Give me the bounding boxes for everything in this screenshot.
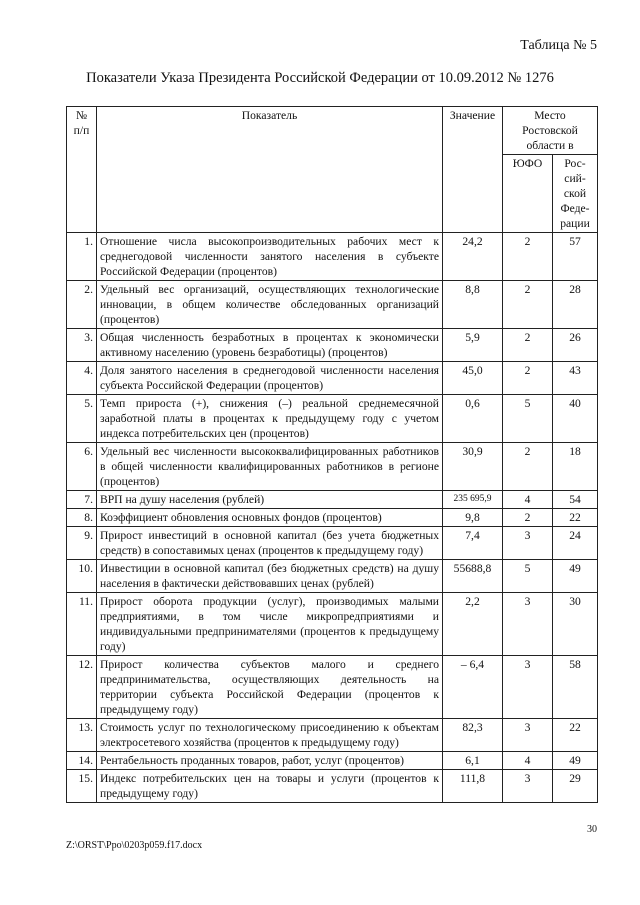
header-rf: Рос-сий-ской Феде-рации <box>553 155 598 233</box>
value-cell: 24,2 <box>443 233 503 281</box>
rf-rank-cell: 49 <box>553 752 598 770</box>
row-number-cell: 2. <box>67 281 97 329</box>
row-number-cell: 10. <box>67 560 97 593</box>
indicator-name-cell: Стоимость услуг по технологическому присоединению к объектам электросетевого хозяйства (процентов к предыдущему году) <box>97 719 443 752</box>
indicator-name-cell: ВРП на душу населения (рублей) <box>97 491 443 509</box>
row-number-cell: 14. <box>67 752 97 770</box>
file-path: Z:\ORST\Ppo\0203p059.f17.docx <box>66 840 203 851</box>
rf-rank-cell: 40 <box>553 395 598 443</box>
value-cell: 82,3 <box>443 719 503 752</box>
indicator-name-cell: Инвестиции в основной капитал (без бюджетных средств) на душу населения в фактически действовавших ценах (рублей) <box>97 560 443 593</box>
ufo-rank-cell: 3 <box>503 527 553 560</box>
row-number-cell: 1. <box>67 233 97 281</box>
table-row <box>67 527 598 560</box>
table-row <box>67 233 598 281</box>
rf-rank-cell: 24 <box>553 527 598 560</box>
rf-rank-cell: 22 <box>553 719 598 752</box>
table-row <box>67 770 598 803</box>
rf-rank-cell: 43 <box>553 362 598 395</box>
rf-rank-cell: 30 <box>553 593 598 656</box>
rf-rank-cell: 26 <box>553 329 598 362</box>
value-cell: 235 695,9 <box>443 491 503 509</box>
indicators-table <box>66 106 598 803</box>
rf-rank-cell: 22 <box>553 509 598 527</box>
rf-rank-cell: 29 <box>553 770 598 803</box>
ufo-rank-cell: 4 <box>503 752 553 770</box>
ufo-rank-cell: 5 <box>503 395 553 443</box>
value-cell: 0,6 <box>443 395 503 443</box>
value-cell: 6,1 <box>443 752 503 770</box>
rf-rank-cell: 28 <box>553 281 598 329</box>
rf-rank-cell: 57 <box>553 233 598 281</box>
indicator-name-cell: Удельный вес численности высококвалифицированных работников в общей численности квалифицированных работников в регионе (процентов) <box>97 443 443 491</box>
indicator-name-cell: Темп прироста (+), снижения (–) реальной среднемесячной заработной платы в процентах к предыдущему году с учетом индекса потребительских цен (процентов) <box>97 395 443 443</box>
row-number-cell: 3. <box>67 329 97 362</box>
indicator-name-cell: Прирост оборота продукции (услуг), производимых малыми предприятиями, в том числе микропредприятиями и индивидуальными предпринимателями (процентов к предыдущему году) <box>97 593 443 656</box>
value-cell: 45,0 <box>443 362 503 395</box>
header-value: Значение <box>443 107 503 233</box>
ufo-rank-cell: 2 <box>503 362 553 395</box>
value-cell: 5,9 <box>443 329 503 362</box>
row-number-cell: 5. <box>67 395 97 443</box>
value-cell: 111,8 <box>443 770 503 803</box>
row-number-cell: 15. <box>67 770 97 803</box>
indicator-name-cell: Индекс потребительских цен на товары и услуги (процентов к предыдущему году) <box>97 770 443 803</box>
indicator-name-cell: Удельный вес организаций, осуществляющих технологические инновации, в общем количестве обследованных организаций (процентов) <box>97 281 443 329</box>
table-row <box>67 395 598 443</box>
row-number-cell: 11. <box>67 593 97 656</box>
ufo-rank-cell: 4 <box>503 491 553 509</box>
indicator-name-cell: Прирост инвестиций в основной капитал (без учета бюджетных средств) в сопоставимых ценах (процентов к предыдущему году) <box>97 527 443 560</box>
row-number-cell: 13. <box>67 719 97 752</box>
ufo-rank-cell: 3 <box>503 770 553 803</box>
table-row <box>67 443 598 491</box>
rf-rank-cell: 18 <box>553 443 598 491</box>
value-cell: 55688,8 <box>443 560 503 593</box>
ufo-rank-cell: 3 <box>503 593 553 656</box>
table-row <box>67 491 598 509</box>
header-num: № п/п <box>67 107 97 233</box>
header-place-group: Место Ростовской области в <box>503 107 598 155</box>
row-number-cell: 4. <box>67 362 97 395</box>
table-row <box>67 719 598 752</box>
ufo-rank-cell: 2 <box>503 509 553 527</box>
ufo-rank-cell: 2 <box>503 329 553 362</box>
value-cell: 8,8 <box>443 281 503 329</box>
page-number: 30 <box>587 824 597 835</box>
rf-rank-cell: 49 <box>553 560 598 593</box>
ufo-rank-cell: 2 <box>503 281 553 329</box>
table-row <box>67 560 598 593</box>
indicator-name-cell: Коэффициент обновления основных фондов (процентов) <box>97 509 443 527</box>
page-title: Показатели Указа Президента Российской Федерации от 10.09.2012 № 1276 <box>86 70 554 86</box>
table-row <box>67 281 598 329</box>
value-cell: 2,2 <box>443 593 503 656</box>
table-row <box>67 593 598 656</box>
indicator-name-cell: Рентабельность проданных товаров, работ, услуг (процентов) <box>97 752 443 770</box>
value-cell: – 6,4 <box>443 656 503 719</box>
row-number-cell: 6. <box>67 443 97 491</box>
ufo-rank-cell: 2 <box>503 233 553 281</box>
table-row <box>67 752 598 770</box>
row-number-cell: 9. <box>67 527 97 560</box>
row-number-cell: 7. <box>67 491 97 509</box>
rf-rank-cell: 54 <box>553 491 598 509</box>
ufo-rank-cell: 3 <box>503 656 553 719</box>
table-row <box>67 509 598 527</box>
indicator-name-cell: Доля занятого населения в среднегодовой численности населения субъекта Российской Федерации (процентов) <box>97 362 443 395</box>
indicator-name-cell: Отношение числа высокопроизводительных рабочих мест к среднегодовой численности занятого населения в субъекте Российской Федерации (процентов) <box>97 233 443 281</box>
ufo-rank-cell: 5 <box>503 560 553 593</box>
row-number-cell: 12. <box>67 656 97 719</box>
value-cell: 9,8 <box>443 509 503 527</box>
value-cell: 30,9 <box>443 443 503 491</box>
row-number-cell: 8. <box>67 509 97 527</box>
table-row <box>67 656 598 719</box>
value-cell: 7,4 <box>443 527 503 560</box>
ufo-rank-cell: 3 <box>503 719 553 752</box>
rf-rank-cell: 58 <box>553 656 598 719</box>
table-row <box>67 362 598 395</box>
indicator-name-cell: Общая численность безработных в процентах к экономически активному населению (уровень безработицы) (процентов) <box>97 329 443 362</box>
table-row <box>67 329 598 362</box>
ufo-rank-cell: 2 <box>503 443 553 491</box>
header-ufo: ЮФО <box>503 155 553 233</box>
header-indicator: Показатель <box>97 107 443 233</box>
indicator-name-cell: Прирост количества субъектов малого и среднего предпринимательства, осуществляющих деятельность на территории субъекта Российской Федерации (процентов к предыдущему году) <box>97 656 443 719</box>
table-label: Таблица № 5 <box>520 38 597 53</box>
